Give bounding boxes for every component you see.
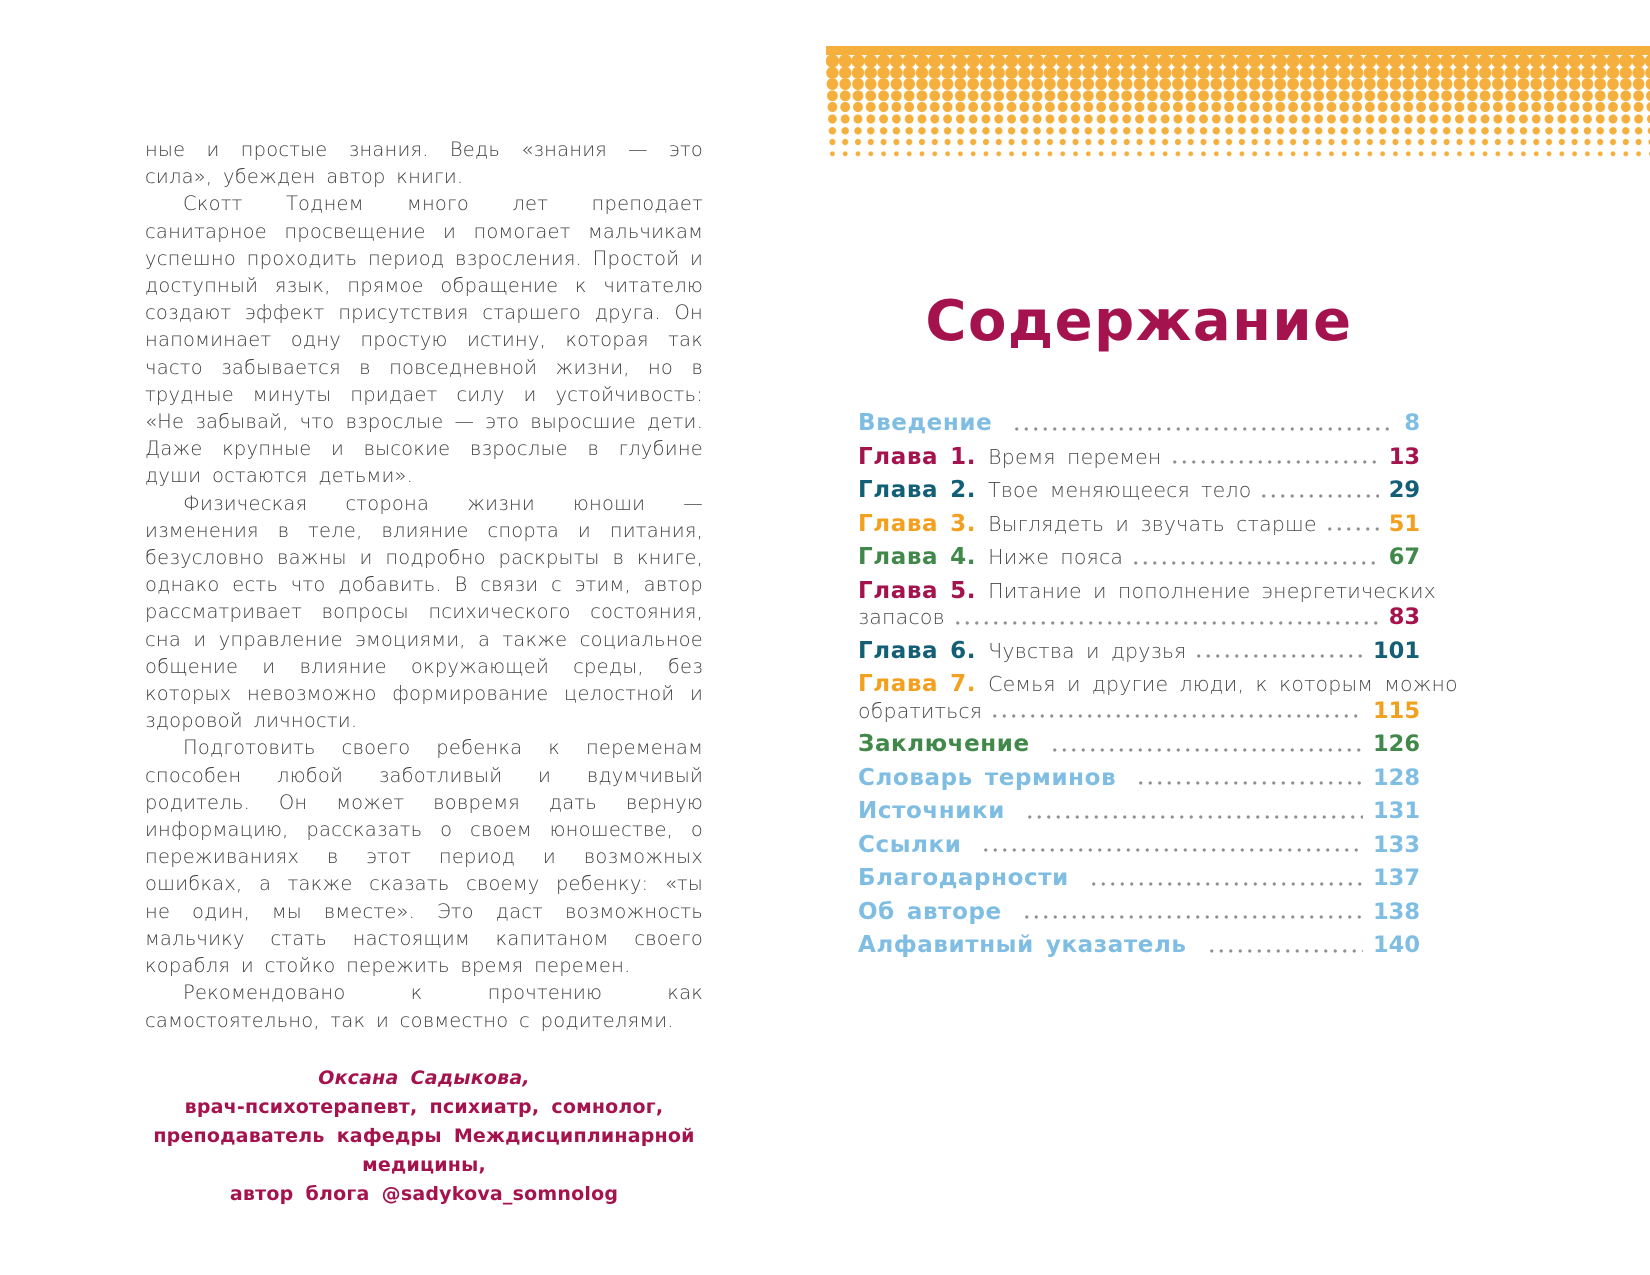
toc-entry: [858, 577, 1436, 631]
toc-entry-label: Введение: [858, 410, 993, 436]
toc-entry-label: Об авторе: [858, 898, 1002, 925]
toc-dot-leader: [953, 620, 1379, 626]
toc-dot-leader: [1012, 426, 1394, 432]
toc-dot-leader: [1131, 560, 1378, 566]
paragraph: Подготовить своего ребенка к переменам способен любой заботливый и вдумчивый родитель. Он может вовремя дать верную информацию, рассказать о своем юношестве, о переживаниях в этот период и возможных ошибках, а также сказать своему ребенку: «ты не один, мы вместе». Это даст возможность мальчику стать настоящим капитаном своего корабля и стойко пережить время перемен.: [145, 736, 703, 978]
paragraph: Рекомендовано к прочтению как самостоятельно, так и совместно с родителями.: [145, 981, 703, 1032]
toc-entry-text: Твое меняющееся тело: [988, 478, 1252, 502]
toc-entry-text: Питание и пополнение энергетических: [988, 578, 1436, 603]
toc-dot-leader: [1207, 948, 1363, 954]
toc-entry: [858, 899, 1420, 926]
right-page-contents: [858, 289, 1458, 966]
toc-entry: [858, 798, 1420, 825]
toc-entry-label: Глава 3.: [858, 510, 977, 537]
halftone-solid-bar: [826, 46, 1650, 55]
paragraph: Физическая сторона жизни юноши — изменения в теле, влияние спорта и питания, безусловно важны и подробно раскрыты в книге, однако есть что добавить. В связи с этим, автор рассматривает вопросы психического состояния, сна и управление эмоциями, а также социальное общение и влияние окружающей среды, без которых невозможно формирование целостной и здоровой личности.: [145, 491, 703, 733]
toc-entry: [858, 444, 1420, 471]
toc-page-number: 29: [1388, 477, 1420, 503]
toc-page-number: 51: [1388, 510, 1420, 537]
toc-entry-text: Время перемен: [988, 444, 1162, 469]
contents-title: Содержание: [925, 289, 1353, 354]
toc-dot-leader: [1259, 493, 1378, 499]
toc-entry: [858, 731, 1420, 758]
left-page-text-column: [145, 136, 703, 1209]
toc-entry-label: Словарь терминов: [858, 764, 1117, 791]
toc-page-number: 67: [1388, 544, 1420, 570]
toc-entry: [858, 765, 1420, 792]
toc-page-number: 138: [1373, 898, 1420, 925]
toc-entry-label: Ссылки: [858, 831, 962, 858]
toc-entry-label: Глава 6.: [858, 637, 977, 664]
toc-page-number: 140: [1373, 932, 1420, 958]
reviewer-credentials: преподаватель кафедры Междисциплинарной медицины,: [153, 1124, 695, 1176]
toc-dot-leader: [1022, 914, 1363, 920]
toc-entry-label: Глава 2.: [858, 477, 977, 503]
reviewer-blog: автор блога @sadykova_somnolog: [229, 1182, 619, 1205]
toc-dot-leader: [1089, 881, 1363, 887]
toc-page-number: 128: [1373, 764, 1420, 791]
toc-dot-leader: [981, 847, 1363, 853]
toc-dot-leader: [1325, 526, 1379, 532]
toc-page-number: 8: [1404, 410, 1420, 436]
paragraph: ные и простые знания. Ведь «знания — это сила», убежден автор книги.: [145, 138, 703, 189]
toc-entry-label: Заключение: [858, 731, 1030, 757]
toc-page-number: 137: [1373, 865, 1420, 891]
toc-entry-label: Глава 1.: [858, 443, 977, 470]
toc-entry: [858, 671, 1458, 724]
reviewer-name: Оксана Садыкова,: [318, 1066, 530, 1089]
toc-entry-label: Глава 4.: [858, 544, 977, 570]
toc-dot-leader: [1136, 780, 1363, 786]
reviewer-signature: [145, 1064, 703, 1209]
toc-dot-leader: [1170, 459, 1379, 465]
toc-entry: [858, 638, 1420, 665]
toc-entry-text: Семья и другие люди, к которым можно: [988, 672, 1458, 696]
toc-entry-label: Глава 5.: [858, 577, 977, 604]
toc-entry-text-continued: обратиться: [858, 698, 983, 723]
toc-entry-text-continued: запасов: [858, 605, 945, 629]
toc-entry: [858, 410, 1420, 437]
toc-entry-text: Выглядеть и звучать старше: [988, 511, 1317, 536]
halftone-dots-pattern: [826, 46, 1650, 161]
toc-dot-leader: [1025, 814, 1363, 820]
reviewer-credentials: врач-психотерапевт, психиатр, сомнолог,: [184, 1095, 664, 1118]
toc-entry: [858, 511, 1420, 538]
toc-page-number: 131: [1373, 798, 1420, 824]
toc-entry-label: Благодарности: [858, 865, 1069, 891]
toc-entry-label: Источники: [858, 798, 1005, 824]
toc-page-number: 83: [1388, 604, 1420, 630]
toc-entry: [858, 932, 1420, 959]
toc-page-number: 101: [1373, 637, 1420, 664]
toc-dot-leader: [990, 713, 1363, 719]
table-of-contents: [858, 410, 1458, 959]
toc-page-number: 133: [1373, 831, 1420, 858]
toc-page-number: 126: [1373, 731, 1420, 757]
paragraph: Скотт Тоднем много лет преподает санитарное просвещение и помогает мальчикам успешно проходить период взросления. Простой и доступный язык, прямое обращение к читателю создают эффект присутствия старшего друга. Он напоминает одну простую истину, которая так часто забывается в повседневной жизни, но в трудные минуты придает силу и устойчивость: «Не забывай, что взрослые — это выросшие дети. Даже крупные и высокие взрослые в глубине души остаются детьми».: [145, 192, 703, 488]
toc-page-number: 13: [1388, 443, 1420, 470]
toc-entry: [858, 865, 1420, 892]
toc-page-number: 115: [1373, 697, 1420, 724]
toc-dot-leader: [1194, 653, 1363, 659]
toc-entry: [858, 477, 1420, 504]
toc-dot-leader: [1050, 747, 1363, 753]
toc-entry-label: Алфавитный указатель: [858, 932, 1187, 958]
toc-entry: [858, 832, 1420, 859]
toc-entry: [858, 544, 1420, 571]
toc-entry-text: Ниже пояса: [988, 545, 1124, 569]
toc-entry-text: Чувства и друзья: [988, 638, 1187, 663]
toc-entry-label: Глава 7.: [858, 671, 977, 697]
